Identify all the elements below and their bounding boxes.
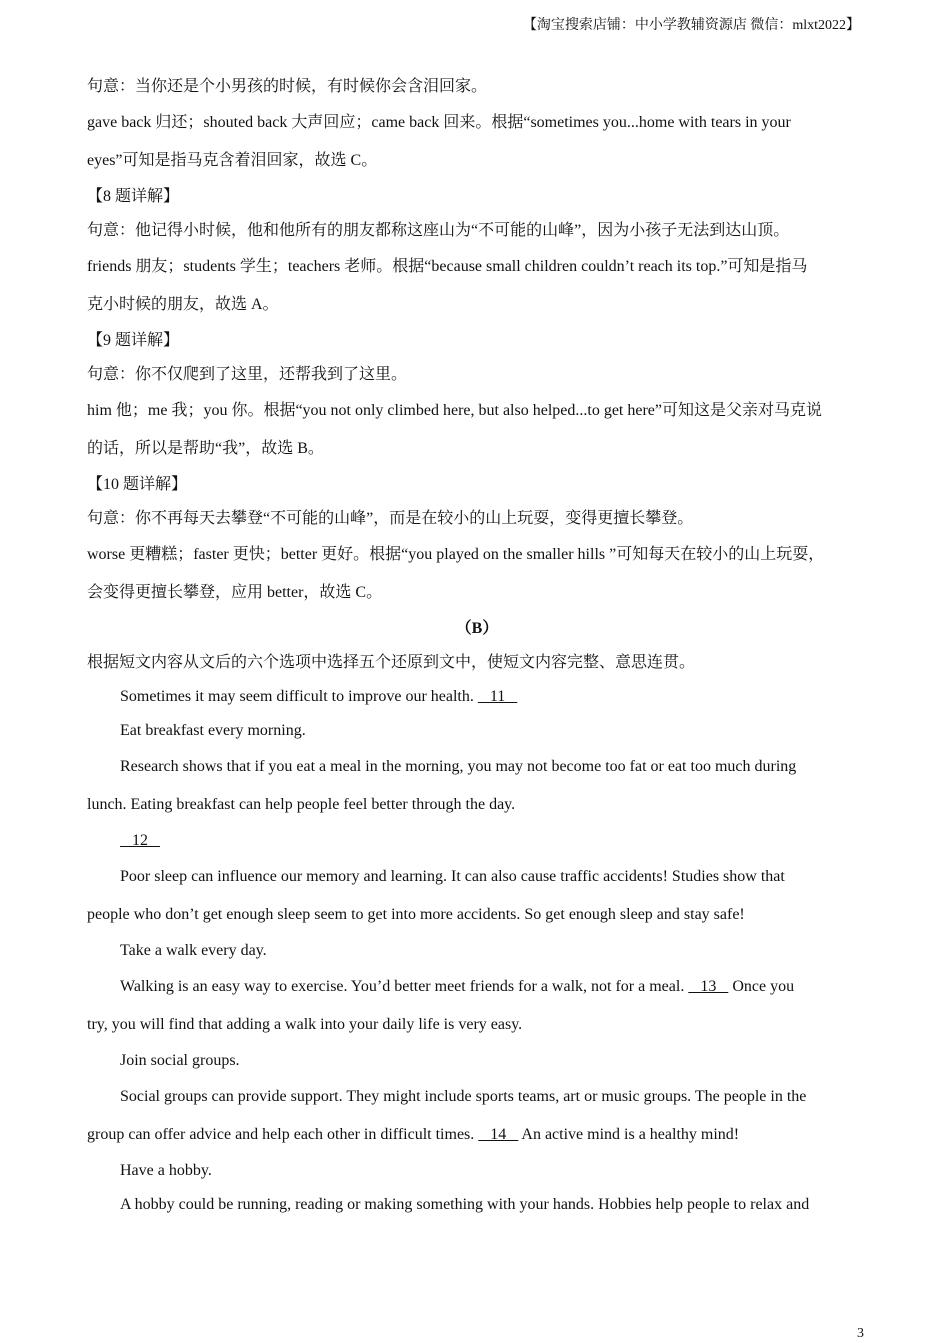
- passage-text: group can offer advice and help each other in difficult times.: [87, 1126, 479, 1143]
- passage-heading: Take a walk every day.: [120, 942, 267, 959]
- text-line: eyes”可知是指马克含着泪回家，故选 C。: [87, 152, 378, 169]
- passage-text: An active mind is a healthy mind!: [518, 1126, 740, 1143]
- passage-line: A hobby could be running, reading or making something with your hands. Hobbies help people to relax and: [120, 1196, 810, 1213]
- passage-line: [87, 680, 867, 714]
- text-line: 句意：你不仅爬到了这里，还帮我到了这里。: [87, 366, 408, 383]
- page-content: [87, 70, 867, 1222]
- passage-text: Once you: [728, 978, 795, 995]
- instruction-line: 根据短文内容从文后的六个选项中选择五个还原到文中，使短文内容完整、意思连贯。: [87, 654, 696, 671]
- text-line: 克小时候的朋友，故选 A。: [87, 296, 279, 313]
- page-number: 3: [857, 1326, 864, 1341]
- answer-blank-14: 14: [478, 1126, 519, 1143]
- passage-text: Sometimes it may seem difficult to improve our health.: [120, 688, 478, 705]
- text-line: friends 朋友；students 学生；teachers 老师。根据“because small children couldn’t reach its top.”可知是指马: [87, 258, 808, 275]
- passage-line: [87, 968, 867, 1006]
- passage-heading: Have a hobby.: [120, 1162, 212, 1179]
- section-heading: 【8 题详解】: [87, 188, 180, 205]
- passage-line: [87, 1116, 867, 1154]
- text-line: 会变得更擅长攀登，应用 better，故选 C。: [87, 584, 383, 601]
- passage-line: try, you will find that adding a walk into your daily life is very easy.: [87, 1016, 523, 1033]
- text-line: worse 更糟糕；faster 更快；better 更好。根据“you played on the smaller hills ”可知每天在较小的山上玩耍，: [87, 546, 825, 563]
- part-title: （B）: [455, 620, 499, 637]
- text-line: him 他；me 我；you 你。根据“you not only climbed here, but also helped...to get here”可知这是父亲对马克说: [87, 402, 822, 419]
- answer-blank-11: 11: [477, 688, 518, 705]
- text-line: 句意：你不再每天去攀登“不可能的山峰”，而是在较小的山上玩耍，变得更擅长攀登。: [87, 510, 694, 527]
- text-line: 句意：当你还是个小男孩的时候，有时候你会含泪回家。: [87, 78, 488, 95]
- passage-line: Research shows that if you eat a meal in the morning, you may not become too fat or eat too much during: [120, 758, 797, 775]
- section-heading: 【9 题详解】: [87, 332, 180, 349]
- text-line: 的话，所以是帮助“我”，故选 B。: [87, 440, 324, 457]
- text-line: gave back 归还；shouted back 大声回应；came back 回来。根据“sometimes you...home with tears in your: [87, 114, 791, 131]
- passage-heading: Eat breakfast every morning.: [120, 722, 306, 739]
- answer-blank-13: 13: [688, 978, 729, 995]
- passage-line: people who don’t get enough sleep seem to get into more accidents. So get enough sleep and stay safe!: [87, 906, 745, 923]
- passage-line: lunch. Eating breakfast can help people feel better through the day.: [87, 796, 516, 813]
- passage-heading: Join social groups.: [120, 1052, 240, 1069]
- text-line: 句意：他记得小时候，他和他所有的朋友都称这座山为“不可能的山峰”，因为小孩子无法到达山顶。: [87, 222, 790, 239]
- passage-line: Social groups can provide support. They might include sports teams, art or music groups. The people in the: [120, 1088, 807, 1105]
- page-header: 【淘宝搜索店铺：中小学教辅资源店 微信：mlxt2022】: [522, 18, 860, 33]
- passage-line: [87, 824, 867, 858]
- answer-blank-12: 12: [120, 832, 160, 849]
- passage-text: Walking is an easy way to exercise. You’d better meet friends for a walk, not for a meal.: [120, 978, 689, 995]
- section-heading: 【10 题详解】: [87, 476, 188, 493]
- passage-line: Poor sleep can influence our memory and learning. It can also cause traffic accidents! Studies show that: [120, 868, 785, 885]
